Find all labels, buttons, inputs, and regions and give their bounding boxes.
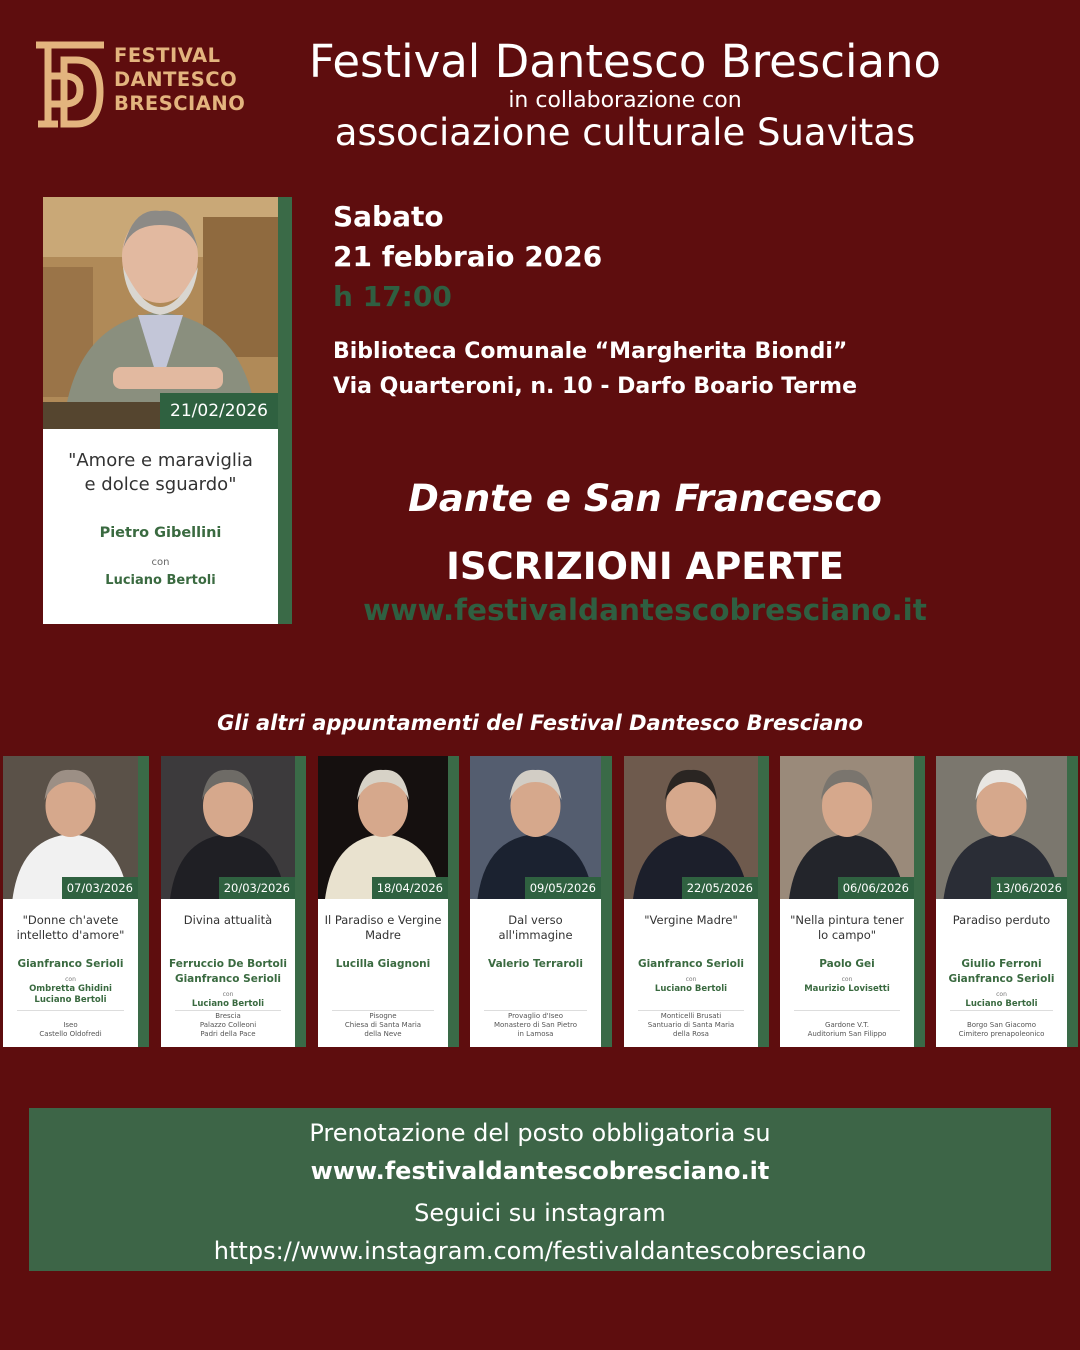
event-card-title: Dal verso all'immagine [498, 913, 573, 942]
event-card-con: con [996, 991, 1007, 998]
logo-line-2: DANTESCO [114, 68, 238, 91]
event-card-location: Brescia Palazzo Colleoni Padri della Pace [199, 1012, 257, 1038]
event-card-speaker: Gianfranco Serioli [637, 958, 745, 970]
main-card-guest: Luciano Bertoli [105, 573, 216, 588]
event-card-divider [484, 1010, 587, 1011]
event-card [780, 756, 925, 1047]
main-card-con: con [151, 557, 170, 568]
event-card-strip [914, 756, 925, 1047]
footer-instagram-link[interactable]: https://www.instagram.com/festivaldantescobresciano [213, 1237, 867, 1265]
event-card-strip [295, 756, 306, 1047]
festival-logo [34, 40, 244, 130]
event-card-title: Il Paradiso e Vergine Madre [324, 913, 442, 942]
event-subject: Dante e San Francesco [408, 477, 882, 520]
event-card-location: Provaglio d'Iseo Monastero di San Pietro in Lamosa [493, 1012, 578, 1038]
logo-line-3: BRESCIANO [114, 92, 246, 115]
event-card-body [624, 899, 758, 1047]
event-time: h 17:00 [333, 280, 452, 313]
card-green-strip [278, 197, 292, 624]
event-card-body [161, 899, 295, 1047]
event-card-speaker: Gianfranco Serioli [17, 958, 124, 970]
event-card-title: "Vergine Madre" [644, 913, 738, 927]
event-card-body [318, 899, 448, 1047]
event-card [161, 756, 306, 1047]
event-card-body [936, 899, 1067, 1047]
event-card-body [780, 899, 914, 1047]
event-card-location: Gardone V.T. Auditorium San Filippo [807, 1021, 887, 1038]
footer-banner [29, 1108, 1051, 1271]
event-card-divider [794, 1010, 900, 1011]
event-venue: Biblioteca Comunale “Margherita Biondi” [333, 339, 848, 364]
event-card-location: Pisogne Chiesa di Santa Maria della Neve [344, 1012, 422, 1038]
event-card-divider [17, 1010, 124, 1011]
event-card-divider [950, 1010, 1053, 1011]
event-card-date: 20/03/2026 [219, 877, 295, 899]
logo-line-1: FESTIVAL [114, 44, 221, 67]
main-card-title-line-2: e dolce sguardo" [84, 474, 237, 495]
event-card-date: 06/06/2026 [838, 877, 914, 899]
event-card-speaker: Paolo Gei [819, 958, 875, 970]
event-card-guests: Maurizio Lovisetti [804, 984, 890, 994]
fdb-monogram-icon [34, 40, 106, 128]
footer-instagram-text: Seguici su instagram [414, 1199, 666, 1227]
footer-website-link[interactable]: www.festivaldantescobresciano.it [310, 1157, 770, 1185]
event-card-guests: Luciano Bertoli [191, 999, 265, 1009]
other-events-title: Gli altri appuntamenti del Festival Dantesco Bresciano [217, 711, 863, 735]
event-card-divider [638, 1010, 744, 1011]
event-card-strip [758, 756, 769, 1047]
event-card-title: Paradiso perduto [952, 913, 1051, 927]
main-card-speaker: Pietro Gibellini [99, 525, 222, 541]
event-card [624, 756, 769, 1047]
event-card [318, 756, 459, 1047]
event-card-location: Monticelli Brusati Santuario di Santa Maria della Rosa [647, 1012, 735, 1038]
event-card-date: 13/06/2026 [991, 877, 1067, 899]
event-card-con: con [65, 976, 76, 983]
event-card-con: con [841, 976, 853, 983]
event-card-guests: Luciano Bertoli [965, 999, 1038, 1009]
event-card-title: Divina attualità [183, 913, 273, 927]
event-card-strip [448, 756, 459, 1047]
event-card-divider [332, 1010, 434, 1011]
event-card [470, 756, 612, 1047]
event-card-location: Borgo San Giacomo Cimitero prenapoleonico [958, 1021, 1045, 1038]
main-event-card [43, 197, 292, 624]
event-card-location: Iseo Castello Oldofredi [39, 1021, 102, 1038]
event-card-strip [1067, 756, 1078, 1047]
event-card-strip [138, 756, 149, 1047]
event-card-strip [601, 756, 612, 1047]
event-card-speaker: Giulio Ferroni Gianfranco Serioli [948, 958, 1055, 985]
header-title: Festival Dantesco Bresciano [308, 35, 942, 88]
main-card-title [43, 449, 278, 497]
main-card-title-line-1: "Amore e maraviglia [68, 450, 253, 471]
event-card-speaker: Ferruccio De Bortoli Gianfranco Serioli [169, 958, 287, 985]
event-card-body [470, 899, 601, 1047]
event-card-title: "Donne ch'avete intelletto d'amore" [16, 913, 125, 942]
event-address: Via Quarteroni, n. 10 - Darfo Boario Terme [333, 374, 858, 399]
footer-booking-text: Prenotazione del posto obbligatoria su [309, 1119, 771, 1147]
event-card-guests: Ombretta Ghidini Luciano Bertoli [29, 984, 112, 1005]
event-day: Sabato [333, 200, 444, 233]
event-website-link[interactable]: www.festivaldantescobresciano.it [363, 593, 927, 627]
event-card-body [3, 899, 138, 1047]
header-association: associazione culturale Suavitas [334, 111, 916, 154]
event-date: 21 febbraio 2026 [333, 240, 603, 273]
main-card-date: 21/02/2026 [160, 393, 278, 429]
event-card-date: 09/05/2026 [525, 877, 601, 899]
event-card-con: con [685, 976, 697, 983]
main-card-body [43, 429, 278, 624]
event-card-divider [175, 1010, 281, 1011]
header-collaboration: in collaborazione con [508, 88, 742, 113]
registration-open: ISCRIZIONI APERTE [446, 545, 844, 588]
event-card-guests: Luciano Bertoli [654, 984, 728, 994]
event-card-title: "Nella pintura tener lo campo" [790, 913, 904, 942]
event-card [3, 756, 149, 1047]
event-card-speaker: Valerio Terraroli [488, 958, 583, 970]
event-card [936, 756, 1078, 1047]
event-card-con: con [222, 991, 234, 998]
event-card-date: 22/05/2026 [682, 877, 758, 899]
event-card-date: 18/04/2026 [372, 877, 448, 899]
event-card-date: 07/03/2026 [62, 877, 138, 899]
event-card-speaker: Lucilla Giagnoni [335, 958, 431, 970]
